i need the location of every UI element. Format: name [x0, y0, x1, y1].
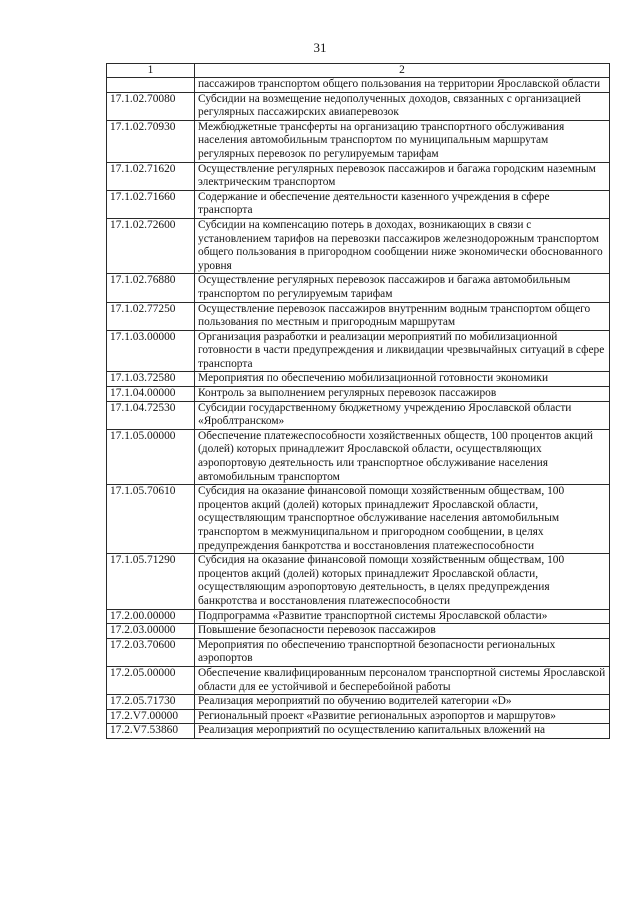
table-row — [107, 92, 610, 120]
row-name-cell: Обеспечение платежеспособности хозяйственных обществ, 100 процентов акций (долей) которых принадлежит Ярославской области, осуществляющих аэропортовую деятельность или транспортное обслуживание населения автомобильным транспортом — [195, 429, 610, 484]
row-code-cell: 17.1.04.00000 — [107, 387, 195, 402]
row-code-cell: 17.1.05.71290 — [107, 554, 195, 609]
table-row — [107, 554, 610, 609]
row-code-cell: 17.2.V7.53860 — [107, 724, 195, 739]
row-code-cell: 17.1.02.71620 — [107, 162, 195, 190]
row-name-cell: Контроль за выполнением регулярных перевозок пассажиров — [195, 387, 610, 402]
row-name-cell: Мероприятия по обеспечению транспортной безопасности региональных аэропортов — [195, 638, 610, 666]
row-code-cell: 17.1.05.00000 — [107, 429, 195, 484]
table-body — [107, 78, 610, 739]
table-row — [107, 372, 610, 387]
row-code-cell: 17.2.V7.00000 — [107, 709, 195, 724]
row-code-cell: 17.1.02.72600 — [107, 218, 195, 273]
table-row — [107, 709, 610, 724]
table-row — [107, 120, 610, 162]
column-header-code: 1 — [107, 64, 195, 78]
row-name-cell: Обеспечение квалифицированным персоналом транспортной системы Ярославской области для ее устойчивой и бесперебойной работы — [195, 666, 610, 694]
row-code-cell: 17.2.00.00000 — [107, 609, 195, 624]
table-row — [107, 724, 610, 739]
table-row — [107, 624, 610, 639]
table-row — [107, 162, 610, 190]
row-name-cell: Субсидия на оказание финансовой помощи хозяйственным обществам, 100 процентов акций (долей) которых принадлежит Ярославской области, осуществляющим транспортное обслуживание населения автомобильным транспортом в межмуниципальном и пригородном сообщении, в целях предупреждения банкротства и восстановления платежеспособности — [195, 485, 610, 554]
table-row — [107, 190, 610, 218]
table-row — [107, 609, 610, 624]
row-name-cell: Региональный проект «Развитие региональных аэропортов и маршрутов» — [195, 709, 610, 724]
row-code-cell: 17.2.05.71730 — [107, 695, 195, 710]
row-code-cell: 17.1.03.00000 — [107, 330, 195, 372]
page-number: 31 — [313, 40, 327, 55]
table-row — [107, 302, 610, 330]
row-name-cell: Повышение безопасности перевозок пассажиров — [195, 624, 610, 639]
table-row — [107, 330, 610, 372]
row-name-cell: Осуществление регулярных перевозок пассажиров и багажа городским наземным электрическим транспортом — [195, 162, 610, 190]
column-header-name: 2 — [195, 64, 610, 78]
row-name-cell: Межбюджетные трансферты на организацию транспортного обслуживания населения автомобильным транспортом по муниципальным маршрутам регулярных перевозок по регулируемым тарифам — [195, 120, 610, 162]
row-name-cell: Организация разработки и реализации мероприятий по мобилизационной готовности в части предупреждения и ликвидации чрезвычайных ситуаций в сфере транспорта — [195, 330, 610, 372]
table-row — [107, 401, 610, 429]
table-header-row — [107, 64, 610, 78]
row-code-cell: 17.1.02.77250 — [107, 302, 195, 330]
table-header — [107, 64, 610, 78]
row-code-cell: 17.2.03.70600 — [107, 638, 195, 666]
table-row — [107, 429, 610, 484]
table-row — [107, 638, 610, 666]
table-row — [107, 218, 610, 273]
row-code-cell: 17.2.03.00000 — [107, 624, 195, 639]
row-code-cell: 17.1.03.72580 — [107, 372, 195, 387]
table-row — [107, 485, 610, 554]
row-code-cell — [107, 78, 195, 93]
row-name-cell: Субсидии государственному бюджетному учреждению Ярославской области «Яроблтранском» — [195, 401, 610, 429]
row-name-cell: Субсидии на компенсацию потерь в доходах, возникающих в связи с установлением тарифов на перевозки пассажиров железнодорожным транспортом общего пользования в пригородном сообщении ниже экономически обоснованного уровня — [195, 218, 610, 273]
row-code-cell: 17.1.02.70930 — [107, 120, 195, 162]
row-code-cell: 17.2.05.00000 — [107, 666, 195, 694]
row-name-cell: пассажиров транспортом общего пользования на территории Ярославской области — [195, 78, 610, 93]
row-name-cell: Субсидия на оказание финансовой помощи хозяйственным обществам, 100 процентов акций (долей) которых принадлежит Ярославской области, осуществляющим аэропортовую деятельность, в целях предупреждения банкротства и восстановления платежеспособности — [195, 554, 610, 609]
row-name-cell: Содержание и обеспечение деятельности казенного учреждения в сфере транспорта — [195, 190, 610, 218]
row-code-cell: 17.1.02.70080 — [107, 92, 195, 120]
row-name-cell: Субсидии на возмещение недополученных доходов, связанных с организацией регулярных пассажирских авиаперевозок — [195, 92, 610, 120]
table-row — [107, 78, 610, 93]
row-name-cell: Осуществление регулярных перевозок пассажиров и багажа автомобильным транспортом по регулируемым тарифам — [195, 274, 610, 302]
row-code-cell: 17.1.02.71660 — [107, 190, 195, 218]
row-name-cell: Осуществление перевозок пассажиров внутренним водным транспортом общего пользования по местным и пригородным маршрутам — [195, 302, 610, 330]
table-row — [107, 666, 610, 694]
row-code-cell: 17.1.02.76880 — [107, 274, 195, 302]
table-row — [107, 387, 610, 402]
row-name-cell: Реализация мероприятий по осуществлению капитальных вложений на — [195, 724, 610, 739]
table-row — [107, 695, 610, 710]
row-code-cell: 17.1.04.72530 — [107, 401, 195, 429]
budget-classification-table — [106, 63, 610, 739]
row-name-cell: Реализация мероприятий по обучению водителей категории «D» — [195, 695, 610, 710]
table-row — [107, 274, 610, 302]
row-name-cell: Мероприятия по обеспечению мобилизационной готовности экономики — [195, 372, 610, 387]
row-name-cell: Подпрограмма «Развитие транспортной системы Ярославской области» — [195, 609, 610, 624]
row-code-cell: 17.1.05.70610 — [107, 485, 195, 554]
